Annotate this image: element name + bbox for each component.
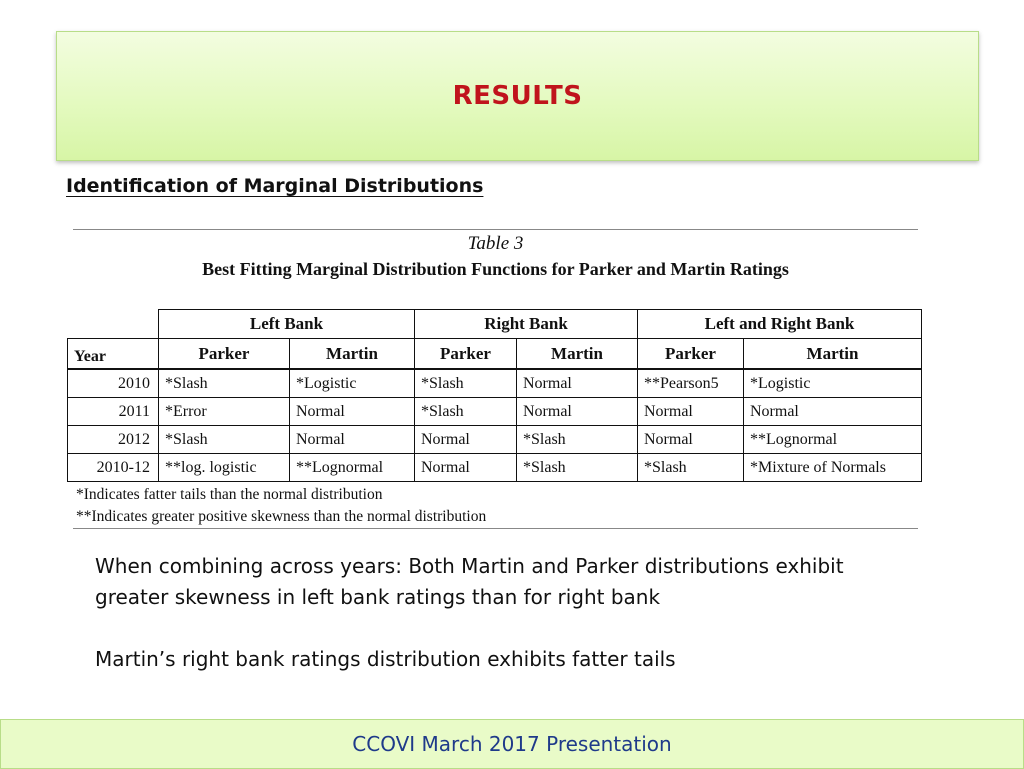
table-cell: Normal (290, 398, 415, 426)
section-heading: Identification of Marginal Distributions (66, 175, 484, 197)
column-header: Parker (415, 339, 517, 370)
table-cell: *Slash (517, 426, 638, 454)
column-header: Martin (517, 339, 638, 370)
table-cell: Normal (517, 369, 638, 398)
group-header: Left Bank (159, 310, 415, 339)
year-header: Year (68, 339, 159, 370)
table-cell: *Slash (517, 454, 638, 482)
year-cell: 2011 (68, 398, 159, 426)
column-header: Parker (638, 339, 744, 370)
table-row (68, 398, 922, 426)
table-row (68, 426, 922, 454)
year-cell: 2010 (68, 369, 159, 398)
sub-header-row (68, 339, 922, 370)
table-footnote: **Indicates greater positive skewness than the normal distribution (76, 508, 487, 525)
table-cell: *Slash (159, 426, 290, 454)
table-cell: **log. logistic (159, 454, 290, 482)
group-header: Left and Right Bank (638, 310, 922, 339)
table-cell: **Lognormal (744, 426, 922, 454)
column-header: Martin (744, 339, 922, 370)
footer-text: CCOVI March 2017 Presentation (352, 732, 672, 756)
table-cell: Normal (415, 426, 517, 454)
table-cell: *Error (159, 398, 290, 426)
year-cell: 2012 (68, 426, 159, 454)
table-row (68, 454, 922, 482)
footer-bar (0, 719, 1024, 769)
group-header: Right Bank (415, 310, 638, 339)
table-cell: Normal (290, 426, 415, 454)
table-caption: Best Fitting Marginal Distribution Functions for Parker and Martin Ratings (202, 259, 789, 279)
table-cell: *Slash (638, 454, 744, 482)
table-cell: *Logistic (290, 369, 415, 398)
table-cell: Normal (517, 398, 638, 426)
table-cell: **Pearson5 (638, 369, 744, 398)
column-header: Parker (159, 339, 290, 370)
table-bottom-rule (73, 528, 918, 529)
table-row (68, 369, 922, 398)
empty-corner-cell (68, 310, 159, 339)
table-number: Table 3 (467, 233, 524, 254)
table-footnote: *Indicates fatter tails than the normal distribution (76, 486, 383, 503)
title-banner (56, 31, 979, 161)
table-cell: *Mixture of Normals (744, 454, 922, 482)
table-cell: *Slash (159, 369, 290, 398)
table-cell: Normal (744, 398, 922, 426)
table-cell: Normal (638, 398, 744, 426)
table-cell: *Slash (415, 398, 517, 426)
table-cell: **Lognormal (290, 454, 415, 482)
table-cell: Normal (638, 426, 744, 454)
year-cell: 2010-12 (68, 454, 159, 482)
column-header: Martin (290, 339, 415, 370)
slide-title: RESULTS (452, 81, 583, 111)
group-header-row (68, 310, 922, 339)
body-paragraph: Martin’s right bank ratings distribution exhibits fatter tails (95, 647, 676, 671)
body-paragraph: When combining across years: Both Martin and Parker distributions exhibit greater skewness in left bank ratings than for right bank (95, 554, 844, 609)
table-cell: *Slash (415, 369, 517, 398)
table-cell: Normal (415, 454, 517, 482)
table-cell: *Logistic (744, 369, 922, 398)
table-top-rule (73, 229, 918, 230)
distribution-table (67, 309, 922, 482)
